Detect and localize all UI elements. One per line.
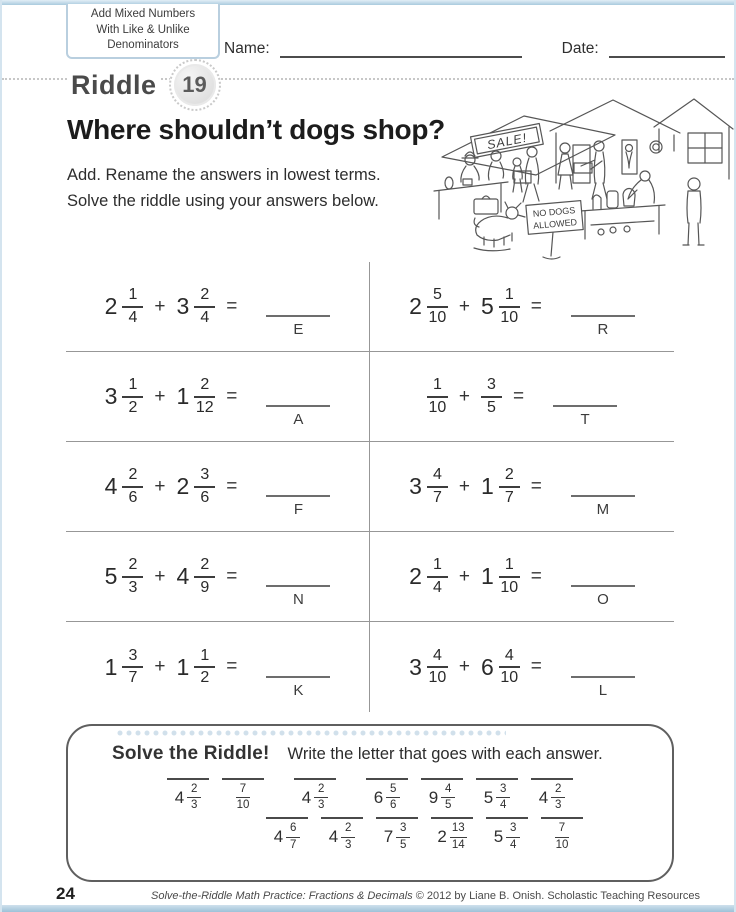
fraction (122, 376, 143, 417)
riddle-box-instruction: Write the letter that goes with each answer. (287, 745, 603, 763)
numerator: 3 (122, 647, 143, 668)
answer-blank-M[interactable] (571, 485, 635, 518)
whole-number: 5 (493, 827, 504, 847)
instruction-line: Add. Rename the answers in lowest terms. (67, 166, 381, 184)
answer-line[interactable] (266, 485, 330, 497)
fraction (396, 822, 410, 851)
mixed-number (105, 466, 144, 507)
letter-slot[interactable] (421, 778, 463, 812)
whole-number: 4 (538, 787, 549, 807)
mixed-number (177, 466, 216, 507)
problem-expression (409, 466, 635, 518)
denominator: 6 (390, 799, 397, 812)
mixed-number (329, 822, 355, 851)
problem-cell-F (66, 442, 370, 532)
house-right (654, 99, 733, 179)
letter-slot[interactable] (541, 817, 583, 851)
answer-blank-T[interactable] (553, 395, 617, 428)
page-title: Where shouldn’t dogs shop? (67, 114, 445, 145)
denominator: 5 (487, 398, 496, 416)
fraction (194, 466, 215, 507)
numerator: 1 (122, 376, 143, 397)
whole-number: 1 (104, 653, 118, 680)
problem-cell-M (370, 442, 674, 532)
whole-number: 3 (409, 473, 422, 499)
mixed-number (177, 647, 216, 688)
mixed-number (236, 783, 250, 812)
problem-expression (104, 646, 331, 699)
fraction (555, 822, 569, 851)
mixed-number (105, 647, 144, 688)
fraction (122, 556, 143, 597)
numerator: 1 (499, 556, 520, 577)
whole-number: 3 (104, 383, 118, 409)
riddle-word: Riddle (68, 70, 160, 101)
skill-line: With Like & Unlike (96, 23, 190, 36)
whole-number: 2 (437, 827, 447, 847)
fraction (427, 647, 448, 688)
denominator: 2 (200, 669, 210, 686)
numerator: 3 (481, 376, 502, 397)
denominator: 7 (128, 669, 138, 686)
answer-group (366, 778, 573, 812)
answer-blank-A[interactable] (266, 395, 330, 428)
fraction (122, 647, 143, 688)
dog-figure (474, 202, 525, 251)
letter-slot[interactable] (431, 817, 473, 851)
mixed-number (494, 822, 520, 851)
equals-sign: = (530, 656, 542, 677)
fraction (450, 822, 467, 851)
answer-letter: K (293, 681, 304, 699)
answer-letter: E (293, 321, 304, 338)
answer-blank-K[interactable] (266, 666, 330, 699)
whole-number: 7 (383, 827, 394, 847)
mixed-number (105, 556, 144, 597)
fraction (496, 783, 510, 812)
problem-expression (409, 646, 635, 699)
house-middle (550, 100, 680, 183)
denominator: 10 (555, 838, 569, 851)
problem-cell-L (370, 622, 674, 712)
numerator: 1 (427, 556, 448, 577)
problem-expression (104, 376, 331, 428)
whole-number: 5 (104, 563, 118, 589)
mixed-number (177, 556, 216, 597)
denominator: 3 (555, 799, 562, 812)
numerator: 3 (506, 822, 520, 837)
date-label: Date: (561, 40, 599, 57)
fraction (236, 783, 250, 812)
fraction (194, 647, 215, 688)
answer-letter: T (580, 411, 590, 428)
denominator: 4 (200, 308, 210, 326)
mixed-number (274, 822, 300, 851)
mixed-number (409, 556, 448, 597)
fraction (314, 783, 328, 812)
letter-slot[interactable] (366, 778, 408, 812)
answer-blank-E[interactable] (266, 305, 330, 338)
numerator: 2 (551, 783, 565, 798)
mixed-number (481, 286, 520, 327)
mixed-number (539, 783, 565, 812)
whole-number: 2 (104, 293, 118, 319)
riddle-box-heading (112, 743, 672, 765)
numerator: 2 (341, 822, 355, 837)
mixed-number (484, 783, 510, 812)
denominator: 6 (128, 488, 138, 506)
instruction-line: Solve the riddle using your answers below. (67, 191, 379, 210)
numerator: 4 (441, 783, 455, 798)
whole-number: 4 (273, 827, 284, 847)
problems-grid (66, 262, 674, 712)
problem-cell-E (66, 262, 370, 352)
numerator: 4 (427, 647, 448, 668)
skill-line: Denominators (107, 39, 179, 52)
numerator: 5 (427, 286, 448, 307)
problem-expression (104, 556, 331, 608)
whole-number: 1 (176, 383, 190, 409)
denominator: 3 (191, 799, 198, 812)
problem-cell-R (370, 262, 674, 352)
denominator: 7 (504, 488, 514, 506)
answer-letter: A (293, 411, 304, 428)
no-dogs-sign-line2: ALLOWED (532, 217, 578, 231)
copyright-text: © 2012 by Liane B. Onish. Scholastic Teaching Resources (415, 890, 700, 902)
mixed-number (409, 286, 448, 327)
fraction (427, 466, 448, 507)
numerator: 1 (194, 647, 215, 668)
denominator: 4 (128, 308, 138, 326)
whole-number: 2 (409, 563, 422, 589)
mixed-number (384, 822, 410, 851)
mixed-number (105, 286, 144, 327)
fraction (187, 783, 201, 812)
answer-letter: M (596, 501, 610, 518)
scallop-decoration (116, 729, 506, 737)
answer-row-1 (68, 778, 672, 812)
answer-group (294, 778, 336, 812)
problem-expression (427, 376, 617, 428)
yard-sale-illustration (432, 86, 734, 264)
no-dogs-sign (526, 201, 583, 259)
numerator: 4 (499, 647, 520, 668)
answer-blank-R[interactable] (571, 305, 635, 338)
denominator: 10 (500, 308, 519, 326)
fraction (194, 376, 215, 417)
problem-cell-T (370, 352, 674, 442)
numerator: 2 (122, 556, 143, 577)
numerator: 1 (427, 376, 448, 397)
numerator: 1 (499, 286, 520, 307)
numerator: 5 (386, 783, 400, 798)
denominator: 4 (510, 838, 517, 851)
skill-line: Add Mixed Numbers (90, 8, 196, 21)
copyright-credit (151, 890, 700, 902)
numerator: 2 (194, 286, 215, 307)
answer-letter: F (293, 501, 303, 518)
whole-number: 1 (481, 473, 494, 499)
fraction (286, 822, 300, 851)
denominator: 10 (500, 669, 519, 686)
numerator: 3 (496, 783, 510, 798)
denominator: 2 (128, 398, 138, 416)
answer-letter: L (598, 681, 608, 699)
answer-line[interactable] (571, 666, 635, 678)
denominator: 3 (345, 838, 352, 851)
whole-number: 3 (176, 293, 190, 319)
mixed-number (374, 783, 400, 812)
mixed-number (481, 466, 520, 507)
no-dogs-sign-line1: NO DOGS (532, 205, 576, 219)
denominator: 10 (428, 308, 447, 326)
fraction (499, 647, 520, 688)
plus-sign: + (154, 475, 166, 497)
numerator: 2 (314, 783, 328, 798)
letter-slot[interactable] (321, 817, 363, 851)
answer-line[interactable] (553, 395, 617, 407)
equals-sign: = (530, 475, 542, 497)
plus-sign: + (458, 475, 470, 497)
denominator: 7 (432, 488, 442, 506)
whole-number: 2 (176, 473, 190, 499)
mixed-number (177, 286, 216, 327)
equals-sign: = (226, 385, 238, 407)
name-date-row (224, 40, 725, 58)
plus-sign: + (154, 295, 166, 317)
numerator: 13 (450, 822, 467, 837)
numerator: 2 (187, 783, 201, 798)
numerator: 1 (122, 286, 143, 307)
problem-cell-O (370, 532, 674, 622)
instructions (67, 163, 381, 214)
page-footer (56, 884, 700, 904)
problem-cell-K (66, 622, 370, 712)
fraction (427, 556, 448, 597)
fraction (122, 466, 143, 507)
fraction (499, 286, 520, 327)
mixed-number (481, 556, 520, 597)
denominator: 10 (236, 799, 250, 812)
goods-table (580, 171, 665, 239)
answer-group (266, 817, 583, 851)
whole-number: 4 (174, 787, 185, 807)
problem-cell-A (66, 352, 370, 442)
riddle-header (68, 59, 221, 111)
whole-number: 2 (409, 293, 422, 319)
answer-line[interactable] (266, 666, 330, 678)
fraction (506, 822, 520, 851)
letter-slot[interactable] (476, 778, 518, 812)
numerator: 2 (194, 376, 215, 397)
mixed-number (105, 376, 144, 417)
plus-sign: + (458, 295, 470, 317)
shoppers (513, 141, 607, 202)
numerator: 7 (555, 822, 569, 837)
riddle-number: 19 (174, 64, 216, 106)
answer-letter: R (597, 321, 609, 338)
answer-line[interactable] (266, 575, 330, 587)
riddle-number-badge (169, 59, 221, 111)
denominator: 10 (500, 578, 519, 596)
letter-slot[interactable] (486, 817, 528, 851)
answer-blank-O[interactable] (571, 575, 635, 608)
mixed-number (481, 647, 520, 688)
denominator: 3 (128, 578, 138, 596)
plus-sign: + (154, 565, 166, 587)
letter-slot[interactable] (294, 778, 336, 812)
plus-sign: + (154, 385, 166, 407)
fraction (386, 783, 400, 812)
mixed-number (175, 783, 201, 812)
mixed-number (409, 647, 448, 688)
equals-sign: = (226, 295, 238, 317)
fraction (194, 286, 215, 327)
mixed-number (429, 783, 455, 812)
solve-riddle-label: Solve the Riddle! (112, 743, 270, 764)
denominator: 4 (500, 799, 507, 812)
answer-group (167, 778, 264, 812)
numerator: 2 (194, 556, 215, 577)
equals-sign: = (226, 475, 238, 497)
numerator: 3 (396, 822, 410, 837)
page-frame-bottom (2, 905, 734, 912)
problem-expression (104, 286, 331, 338)
whole-number: 6 (481, 653, 494, 680)
mixed-number (177, 376, 216, 417)
fraction (499, 466, 520, 507)
whole-number: 4 (104, 473, 118, 499)
sale-sign-text: SALE! (485, 130, 529, 153)
equals-sign: = (513, 385, 525, 407)
denominator: 10 (428, 669, 447, 686)
whole-number: 4 (176, 563, 190, 589)
mixed-number (427, 376, 448, 417)
letter-slot[interactable] (531, 778, 573, 812)
denominator: 9 (200, 578, 210, 596)
page-number: 24 (56, 884, 75, 903)
fraction (481, 376, 502, 417)
fraction (341, 822, 355, 851)
denominator: 4 (432, 578, 442, 596)
letter-slot[interactable] (167, 778, 209, 812)
denominator: 5 (400, 838, 407, 851)
numerator: 3 (194, 466, 215, 487)
denominator: 3 (318, 799, 325, 812)
answer-line[interactable] (266, 305, 330, 317)
problem-expression (104, 466, 331, 518)
fraction (122, 286, 143, 327)
numerator: 4 (427, 466, 448, 487)
whole-number: 4 (301, 787, 312, 807)
answer-line[interactable] (571, 485, 635, 497)
date-line[interactable] (609, 40, 725, 58)
equals-sign: = (226, 656, 238, 677)
sellers-table (434, 151, 508, 219)
denominator: 7 (290, 838, 297, 851)
whole-number: 5 (483, 787, 494, 807)
fraction (427, 376, 448, 417)
fraction (194, 556, 215, 597)
book-title: Solve-the-Riddle Math Practice: Fractions & Decimals (150, 890, 413, 902)
numerator: 7 (236, 783, 250, 798)
answer-row-2 (106, 817, 710, 851)
answer-blank-F[interactable] (266, 485, 330, 518)
answer-letter: N (292, 591, 304, 608)
numerator: 2 (499, 466, 520, 487)
skill-label-box (66, 4, 220, 59)
answer-line[interactable] (571, 575, 635, 587)
whole-number: 5 (481, 293, 494, 319)
answer-line[interactable] (266, 395, 330, 407)
fraction (551, 783, 565, 812)
whole-number: 6 (373, 787, 384, 807)
denominator: 14 (451, 838, 465, 851)
problem-expression (409, 556, 635, 608)
whole-number: 1 (481, 563, 494, 589)
solve-riddle-box (66, 724, 674, 882)
denominator: 10 (428, 398, 447, 416)
plus-sign: + (458, 656, 470, 677)
name-line[interactable] (280, 40, 522, 58)
mixed-number (481, 376, 502, 417)
answer-blank-N[interactable] (266, 575, 330, 608)
mixed-number (437, 822, 466, 851)
denominator: 12 (195, 398, 214, 416)
letter-slot[interactable] (222, 778, 264, 812)
problem-expression (409, 286, 635, 338)
problem-cell-N (66, 532, 370, 622)
equals-sign: = (226, 565, 238, 587)
denominator: 5 (445, 799, 452, 812)
plus-sign: + (458, 565, 470, 587)
numerator: 6 (286, 822, 300, 837)
whole-number: 9 (428, 787, 439, 807)
standing-person (683, 178, 704, 245)
answer-line[interactable] (571, 305, 635, 317)
equals-sign: = (530, 295, 542, 317)
answer-blank-L[interactable] (571, 666, 635, 699)
equals-sign: = (530, 565, 542, 587)
fraction (441, 783, 455, 812)
mixed-number (302, 783, 328, 812)
whole-number: 1 (176, 653, 190, 680)
mixed-number (409, 466, 448, 507)
denominator: 6 (200, 488, 210, 506)
answer-letter: O (597, 591, 609, 608)
whole-number: 3 (409, 653, 422, 680)
letter-slot[interactable] (376, 817, 418, 851)
numerator: 2 (122, 466, 143, 487)
plus-sign: + (154, 656, 166, 677)
mixed-number (555, 822, 569, 851)
whole-number: 4 (328, 827, 339, 847)
plus-sign: + (458, 385, 470, 407)
fraction (427, 286, 448, 327)
letter-slot[interactable] (266, 817, 308, 851)
name-label: Name: (224, 40, 270, 57)
fraction (499, 556, 520, 597)
